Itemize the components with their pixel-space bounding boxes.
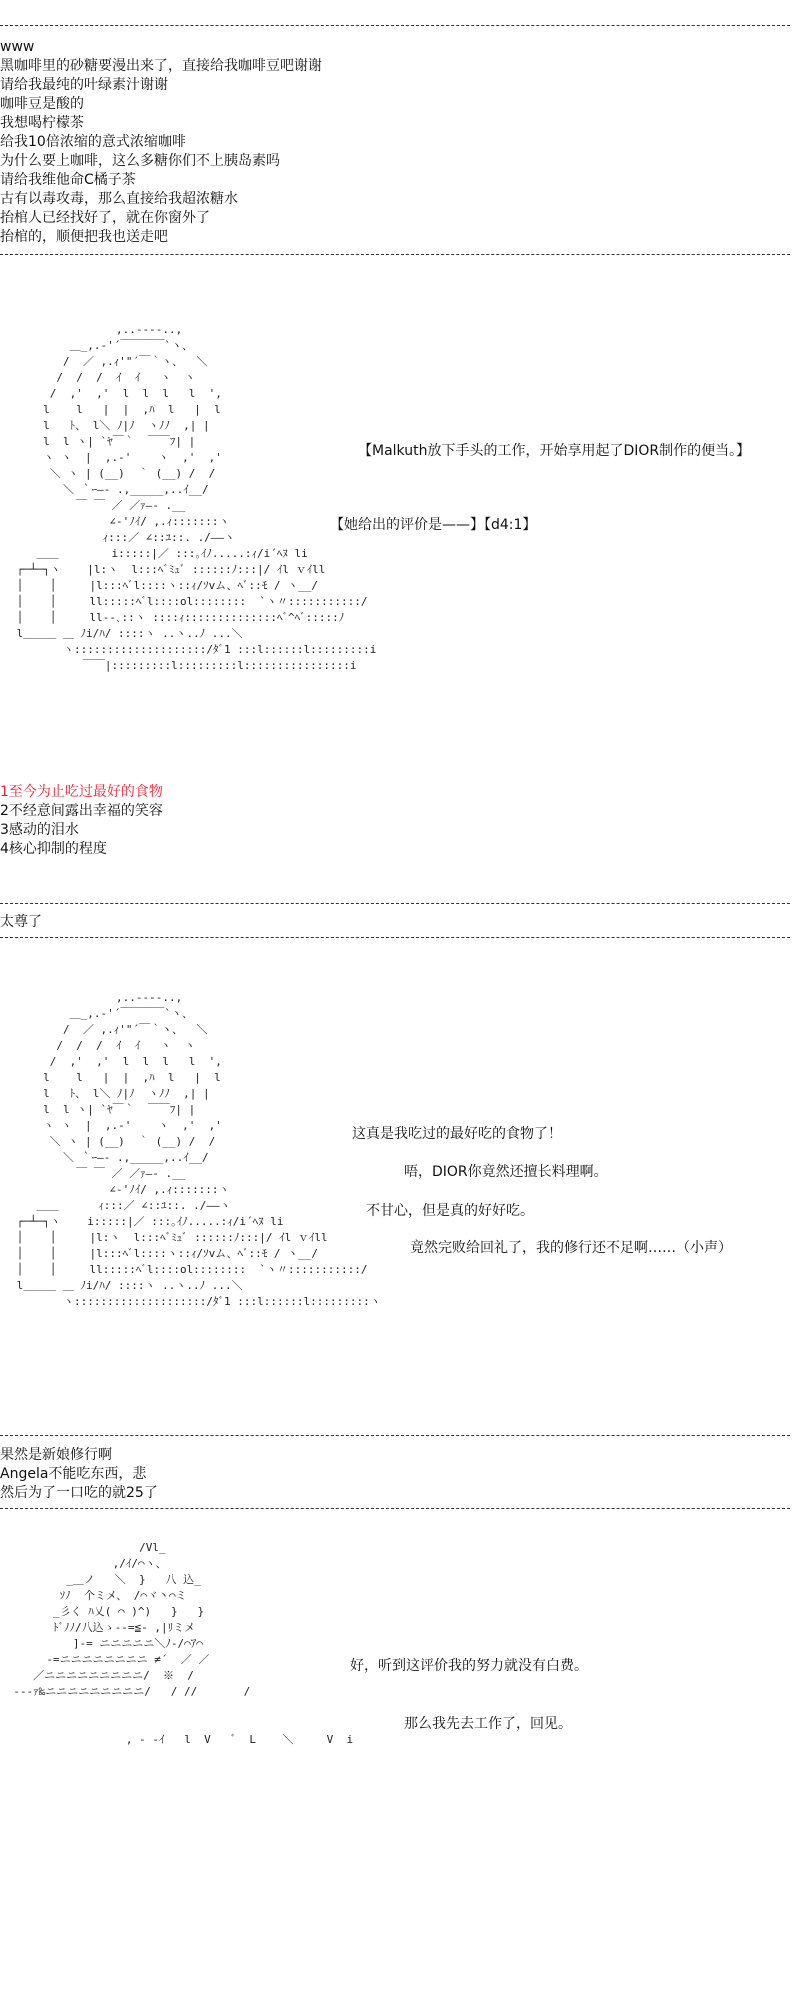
option-item: 1至今为止吃过最好的食物: [0, 784, 163, 800]
comment-line: 给我10倍浓缩的意式浓缩咖啡: [0, 134, 186, 150]
dialogue-line: 竟然完败给回礼了，我的修行还不足啊……（小声）: [410, 1240, 732, 1256]
divider: [0, 937, 790, 938]
comment-line: 果然是新娘修行啊: [0, 1447, 112, 1463]
comment-line: 为什么要上咖啡，这么多糖你们不上胰岛素吗: [0, 153, 280, 169]
divider: [0, 254, 790, 255]
ascii-art-character: ,..-‐‐-.., ＿_,.-'´￣￣￣￣`ヽ、 / ／ ,.ｨ'"´￣｀ヽ、 ＼ / / / ｲ ｲ ヽ ヽ / ,' ,' l l l l ', l l | | ,ﾊ l | l l ﾄ、 l＼ ﾉ|ﾉ ヽﾉﾉ ,| | l l ヽ| `ﾔ￣｀ ￣￣ﾌ| | ヽ ヽ | ,.-' ヽ ,' ,' ＼ ヽ | (__) ｀ (__) / / ＼ ｀ｰ―- .,_____,..ｲ__/ ￣ ￣ ／ ／ｧ―- .__ ∠-'ﾉｲ/ ,.ｨ:::::::ヽ ＿＿ ｨ:::／ ∠::ﾕ::. ./――ヽ ┌─┴─┐ヽ i:::::|／ :::｡ｲﾉ.....:ｨ/i´ﾍﾇ li │ │ |l:ヽ l:::ﾍﾞﾐｭﾞ ::::::ﾉ:::|/ ｲl ｖｲll │ │ |l:::ﾍﾞl::::ヽ::ｨ/ｿvム、ﾍﾞ::ﾓ / ヽ__/ │ │ ll:::::ﾍﾞl::::ol:::::::: `ヽ〃:::::::::::/ l＿＿＿ ＿ ﾉi/ﾊ/ ::::ヽ ..ヽ..ﾉ ...＼ ヽ::::::::::::::::::::/ﾀﾞ1 :::l::::::l:::::::::ヽ: [16, 991, 381, 1308]
ascii-art-character: /Vl_ ,/ｲ/⌒ヽ、 _＿ノ ＼ } 八 込_ ｿﾉ 个ミメ、 /⌒ヾ丶⌒ミ _彡く ﾊ乂( ⌒ )^) } } ﾄﾞﾉﾉ/八込ゝ--=≦- ,|ﾘミメ ]-= ニニニニニ＼ﾉ-/⌒ｱ⌒ -=ニニニニニニニニ ≠´ ／ ／ ／ニニニニニニニニニ/ ※ / ‐‐‐ｧ‰ニニニニニニニニニ/ / // / , ‐ ‐ｲ l V ﾞ L ＼ V i: [13, 1541, 354, 1746]
dialogue-line: 不甘心，但是真的好好吃。: [366, 1203, 534, 1219]
comment-line: 抬棺的，顺便把我也送走吧: [0, 229, 168, 245]
narration-text: 【Malkuth放下手头的工作，开始享用起了DIOR制作的便当。】: [358, 443, 751, 459]
divider: [0, 1508, 790, 1509]
comment-line: 古有以毒攻毒，那么直接给我超浓糖水: [0, 191, 238, 207]
comment-line: 抬棺人已经找好了，就在你窗外了: [0, 210, 210, 226]
narration-text: 【她给出的评价是——】【d4:1】: [330, 517, 537, 533]
divider: [0, 903, 790, 904]
comment-line: 我想喝柠檬茶: [0, 115, 84, 131]
comment-line: 请给我维他命C橘子茶: [0, 172, 136, 188]
options-list: [0, 783, 163, 859]
comment-line: 黑咖啡里的砂糖要漫出来了，直接给我咖啡豆吧谢谢: [0, 58, 322, 74]
comment-line: 太尊了: [0, 914, 42, 930]
comment-line: Angela不能吃东西，悲: [0, 1466, 147, 1482]
option-item: 2不经意间露出幸福的笑容: [0, 803, 163, 819]
dialogue-line: 唔，DIOR你竟然还擅长料理啊。: [404, 1164, 608, 1180]
dialogue-line: 好，听到这评价我的努力就没有白费。: [350, 1658, 588, 1674]
option-item: 4核心抑制的程度: [0, 841, 107, 857]
divider: [0, 1435, 790, 1436]
option-item: 3感动的泪水: [0, 822, 79, 838]
dialogue-line: 那么我先去工作了，回见。: [404, 1716, 572, 1732]
comment-line: www: [0, 39, 35, 55]
comment-list: [0, 38, 322, 247]
comment-list: [0, 1446, 158, 1503]
ascii-art-character: ,..-‐‐-.., ＿_,.-'´￣￣￣￣`ヽ、 / ／ ,.ｨ'"´￣｀ヽ、 ＼ / / / ｲ ｲ ヽ ヽ / ,' ,' l l l l ', l l | | ,ﾊ l | l l ﾄ、 l＼ ﾉ|ﾉ ヽﾉﾉ ,| | l l ヽ| `ﾔ￣｀ ￣￣ﾌ| | ヽ ヽ | ,.-' ヽ ,' ,' ＼ ヽ | (__) ｀ (__) / / ＼ ｀ｰ―- .,_____,..ｲ__/ ￣ ￣ ／ ／ｧ―- .__ ∠-'ﾉｲ/ ,.ｨ:::::::ヽ ｨ:::／ ∠::ﾕ::. ./――ヽ ＿＿ i:::::|／ :::｡ｲﾉ.....:ｨ/i´ﾍﾇ li ┌─┴─┐ヽ |l:ヽ l:::ﾍﾞﾐｭﾞ ::::::ﾉ:::|/ ｲl ｖｲll │ │ |l:::ﾍﾞl::::ヽ::ｨ/ｿvム、ﾍﾞ::ﾓ / ヽ__/ │ │ ll:::::ﾍﾞl::::ol:::::::: `ヽ〃:::::::::::/ │ │ ll‐-､::ヽ ::::ｨ::::::::::::::ﾍﾞ^ﾍﾞ:::::ﾉ l＿＿＿ ＿ ﾉi/ﾊ/ ::::ヽ ..ヽ..ﾉ ...＼ ヽ::::::::::::::::::::/ﾀﾞ1 :::l::::::l:::::::::i ￣￣|:::::::::l:::::::::l::::::::::::::::i: [16, 323, 377, 672]
comment-line: 请给我最纯的叶绿素汁谢谢: [0, 77, 168, 93]
divider: [0, 25, 790, 26]
comment-line: 然后为了一口吃的就25了: [0, 1485, 158, 1501]
dialogue-line: 这真是我吃过的最好吃的食物了！: [352, 1126, 562, 1142]
comment-line: 咖啡豆是酸的: [0, 96, 84, 112]
